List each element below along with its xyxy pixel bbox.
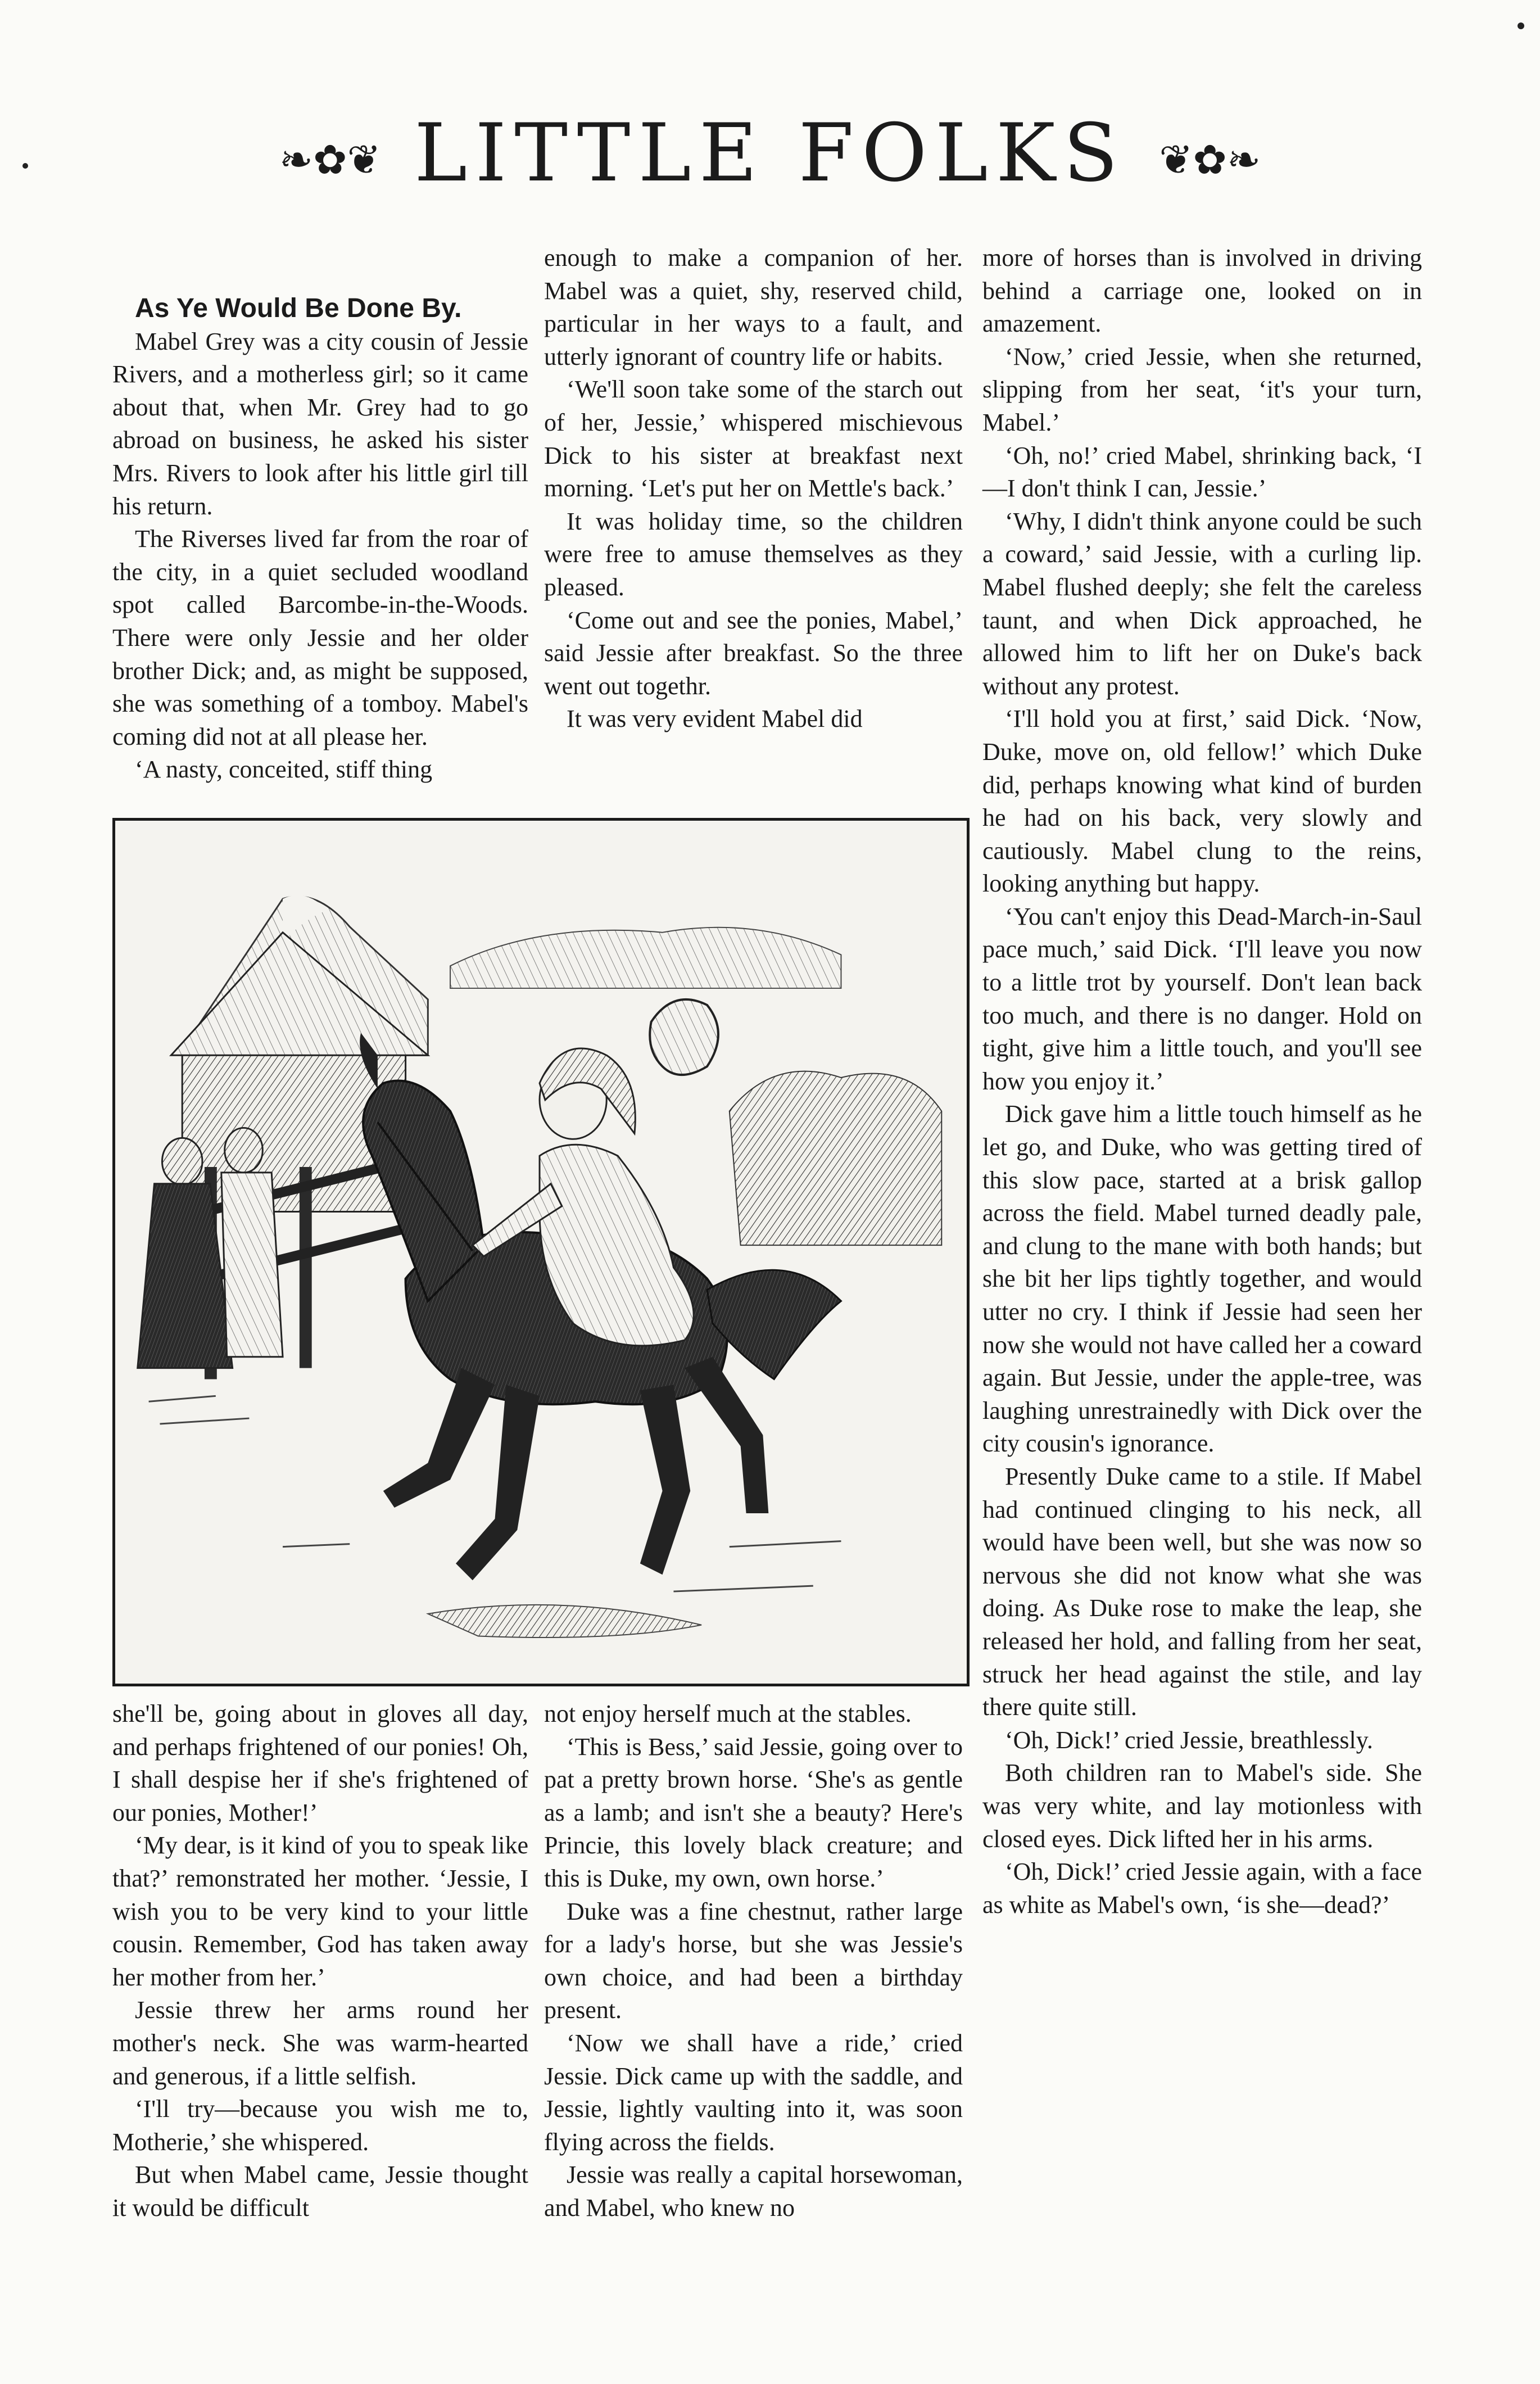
illustration-girl-on-galloping-horse — [112, 818, 970, 1686]
paragraph: ‘Oh, no!’ cried Mabel, shrinking back, ‘I—I don't think I can, Jessie.’ — [982, 441, 1422, 503]
paragraph: ‘This is Bess,’ said Jessie, going over to pat a pretty brown horse. ‘She's as gentle as a lamb; and isn't she a beauty? Here's Princie, this lovely black creature; and this is Duke, my own, own horse.’ — [544, 1732, 963, 1892]
paragraph: ‘Now,’ cried Jessie, when she returned, slipping from her seat, ‘it's your turn, Mabel.’ — [982, 342, 1422, 436]
paragraph: ‘Oh, Dick!’ cried Jessie again, with a face as white as Mabel's own, ‘is she—dead?’ — [982, 1858, 1422, 1919]
column-1-top — [112, 292, 528, 786]
column-3 — [982, 242, 1422, 1921]
paragraph: Dick gave him a little touch himself as he let go, and Duke, who was getting tired of this slow pace, started at a brisk gallop across the field. Mabel turned deadly pale, and clung to the mane with both hands; but she bit her lips tightly together, and would utter no cry. I think if Jessie had seen her now she would not have called her a coward again. But Jessie, under the apple-tree, was laughing unrestrainedly with Dick over the city cousin's ignorance. — [982, 1100, 1422, 1458]
paragraph: ‘We'll soon take some of the starch out of her, Jessie,’ whispered mischievous Dick to his sister at breakfast next morning. ‘Let's put her on Mettle's back.’ — [544, 376, 963, 503]
right-ornament-icon: ❦✿❧ — [1159, 136, 1261, 183]
paragraph: It was very evident Mabel did — [567, 705, 863, 733]
paragraph: she'll be, going about in gloves all day, and perhaps frightened of our ponies! Oh, I shall despise her if she's frightened of our ponies, Mother!’ — [112, 1700, 528, 1826]
masthead-title: LITTLE FOLKS — [414, 107, 1126, 200]
paragraph: Presently Duke came to a stile. If Mabel had continued clinging to his neck, all would have been well, but she was now so nervous she did not know what she was doing. As Duke rose to make the leap, she released her hold, and falling from her seat, struck her head against the stile, and lay there quite still. — [982, 1462, 1422, 1721]
paragraph: Jessie threw her arms round her mother's neck. She was warm-hearted and generous, if a little selfish. — [112, 1996, 528, 2090]
paragraph: The Riverses lived far from the roar of the city, in a quiet secluded woodland spot called Barcombe-in-the-Woods. There were only Jessie and her older brother Dick; and, as might be supposed, she was something of a tomboy. Mabel's coming did not at all please her. — [112, 525, 528, 750]
paragraph: enough to make a companion of her. Mabel was a quiet, shy, reserved child, particular in her ways to a fault, and utterly ignorant of country life or habits. — [544, 244, 963, 370]
engraving-image — [115, 821, 967, 1684]
paragraph: ‘Why, I didn't think anyone could be such a coward,’ said Jessie, with a curling lip. Mabel flushed deeply; she felt the careless taunt, and when Dick approached, he allowed him to lift her on Duke's back without any protest. — [982, 507, 1422, 700]
paragraph: Duke was a fine chestnut, rather large for a lady's horse, but she was Jessie's own choice, and had been a birthday present. — [544, 1897, 963, 2024]
paragraph: Jessie was really a capital horsewoman, and Mabel, who knew no — [544, 2161, 963, 2222]
paragraph: ‘Oh, Dick!’ cried Jessie, breathlessly. — [1005, 1726, 1373, 1754]
scan-speck — [22, 163, 28, 169]
scan-speck — [1518, 22, 1524, 29]
paragraph: ‘I'll hold you at first,’ said Dick. ‘Now, Duke, move on, old fellow!’ which Duke did, perhaps knowing what kind of burden he had on his back, very slowly and cautiously. Mabel clung to the reins, looking anything but happy. — [982, 705, 1422, 898]
story-title: As Ye Would Be Done By. — [135, 293, 462, 323]
column-1-bottom — [112, 1698, 528, 2225]
column-2-bottom — [544, 1698, 963, 2225]
column-2-top — [544, 242, 963, 736]
paragraph: It was holiday time, so the children were free to amuse themselves as they pleased. — [544, 507, 963, 601]
paragraph: not enjoy herself much at the stables. — [544, 1700, 912, 1727]
paragraph: But when Mabel came, Jessie thought it would be difficult — [112, 2161, 528, 2222]
paragraph: more of horses than is involved in driving behind a carriage one, looked on in amazement. — [982, 244, 1422, 338]
paragraph: ‘You can't enjoy this Dead-March-in-Saul pace much,’ said Dick. ‘I'll leave you now to a little trot by yourself. Don't lean back too much, and there is no danger. Hold on tight, give him a little touch, and you'll see how you enjoy it.’ — [982, 902, 1422, 1095]
paragraph: ‘A nasty, conceited, stiff thing — [135, 756, 433, 784]
paragraph: Mabel Grey was a city cousin of Jessie Rivers, and a motherless girl; so it came about that, when Mr. Grey had to go abroad on business, he asked his sister Mrs. Rivers to look after his little girl till his return. — [112, 327, 528, 520]
paragraph: ‘My dear, is it kind of you to speak like that?’ remonstrated her mother. ‘Jessie, I wish you to be very kind to your little cousin. Remember, God has taken away her mother from her.’ — [112, 1831, 528, 1991]
paragraph: ‘Come out and see the ponies, Mabel,’ said Jessie after breakfast. So the three went out togethr. — [544, 606, 963, 700]
paragraph: Both children ran to Mabel's side. She was very white, and lay motionless with closed eyes. Dick lifted her in his arms. — [982, 1759, 1422, 1853]
left-ornament-icon: ❧✿❦ — [279, 136, 381, 183]
paragraph: ‘Now we shall have a ride,’ cried Jessie. Dick came up with the saddle, and Jessie, lightly vaulting into it, was soon flying across the fields. — [544, 2029, 963, 2156]
masthead — [0, 107, 1540, 200]
paragraph: ‘I'll try—because you wish me to, Motherie,’ she whispered. — [112, 2095, 528, 2156]
